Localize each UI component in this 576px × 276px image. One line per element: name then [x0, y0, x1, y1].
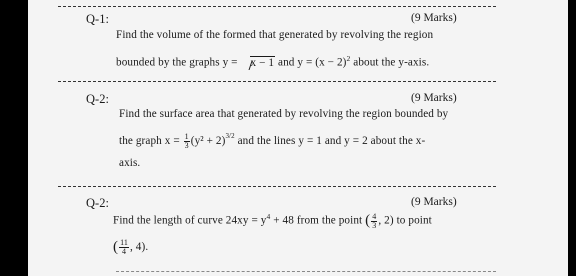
- question-3-line-2: [113, 239, 148, 256]
- question-3-line-1: [113, 212, 432, 230]
- question-2-line-2: [119, 132, 425, 150]
- q2-fraction-numerator: 1: [184, 131, 189, 141]
- q1-text-pre: bounded by the graphs y =: [116, 56, 238, 69]
- bottom-divider: [116, 271, 496, 272]
- question-1-number: Q-1:: [86, 12, 109, 26]
- square-root-symbol: [241, 57, 276, 69]
- divider-2: [58, 186, 496, 187]
- q2-paren-expression: (y² + 2): [190, 135, 226, 147]
- q3-point-2-fraction: [119, 239, 129, 256]
- q3-open-paren-2: (: [113, 239, 119, 256]
- question-2-number: Q-2:: [86, 92, 109, 106]
- q2-text-post: and the lines y = 1 and y = 2 about the x-: [237, 135, 426, 147]
- q2-exponent: 3/2: [225, 132, 235, 140]
- divider-1: [58, 81, 496, 82]
- q3-point-1-fraction: [371, 213, 377, 230]
- q3-point-2-tail: , 4).: [130, 241, 149, 254]
- question-1-marks: (9 Marks): [411, 12, 457, 24]
- q2-text-pre: the graph x =: [119, 135, 180, 147]
- q3-point-2-numerator: 11: [120, 238, 129, 247]
- q3-point-1-tail: , 2): [378, 214, 394, 227]
- question-2-marks: (9 Marks): [411, 92, 457, 104]
- q3-point-1-denominator: 3: [372, 220, 377, 230]
- top-divider: [58, 6, 496, 7]
- question-1-line-2: [116, 54, 429, 69]
- q3-text-mid: + 48 from the point: [273, 214, 363, 227]
- question-2-line-1: Find the surface area that generated by revolving the region bounded by: [119, 108, 449, 120]
- question-3-marks: (9 Marks): [411, 196, 457, 208]
- q1-radicand: x − 1: [250, 56, 275, 69]
- q1-text-post: about the y-axis.: [353, 56, 430, 69]
- q3-point-2-denominator: 4: [122, 247, 127, 256]
- q3-exponent: 4: [266, 212, 271, 221]
- q1-exponent: 2: [346, 54, 351, 63]
- q3-text-post: to point: [396, 214, 432, 227]
- question-3-number: Q-2:: [86, 196, 109, 210]
- q2-fraction-denominator: 3: [184, 140, 189, 150]
- q2-fraction: [184, 133, 190, 150]
- q3-point-1-numerator: 4: [372, 211, 377, 221]
- question-1-line-1: Find the volume of the formed that generated by revolving the region: [116, 29, 434, 41]
- question-2-line-3: axis.: [119, 157, 141, 169]
- q1-text-mid: and y = (x − 2): [278, 56, 347, 69]
- q3-open-paren-1: (: [365, 212, 371, 229]
- q3-text-pre: Find the length of curve 24xy = y: [113, 214, 267, 227]
